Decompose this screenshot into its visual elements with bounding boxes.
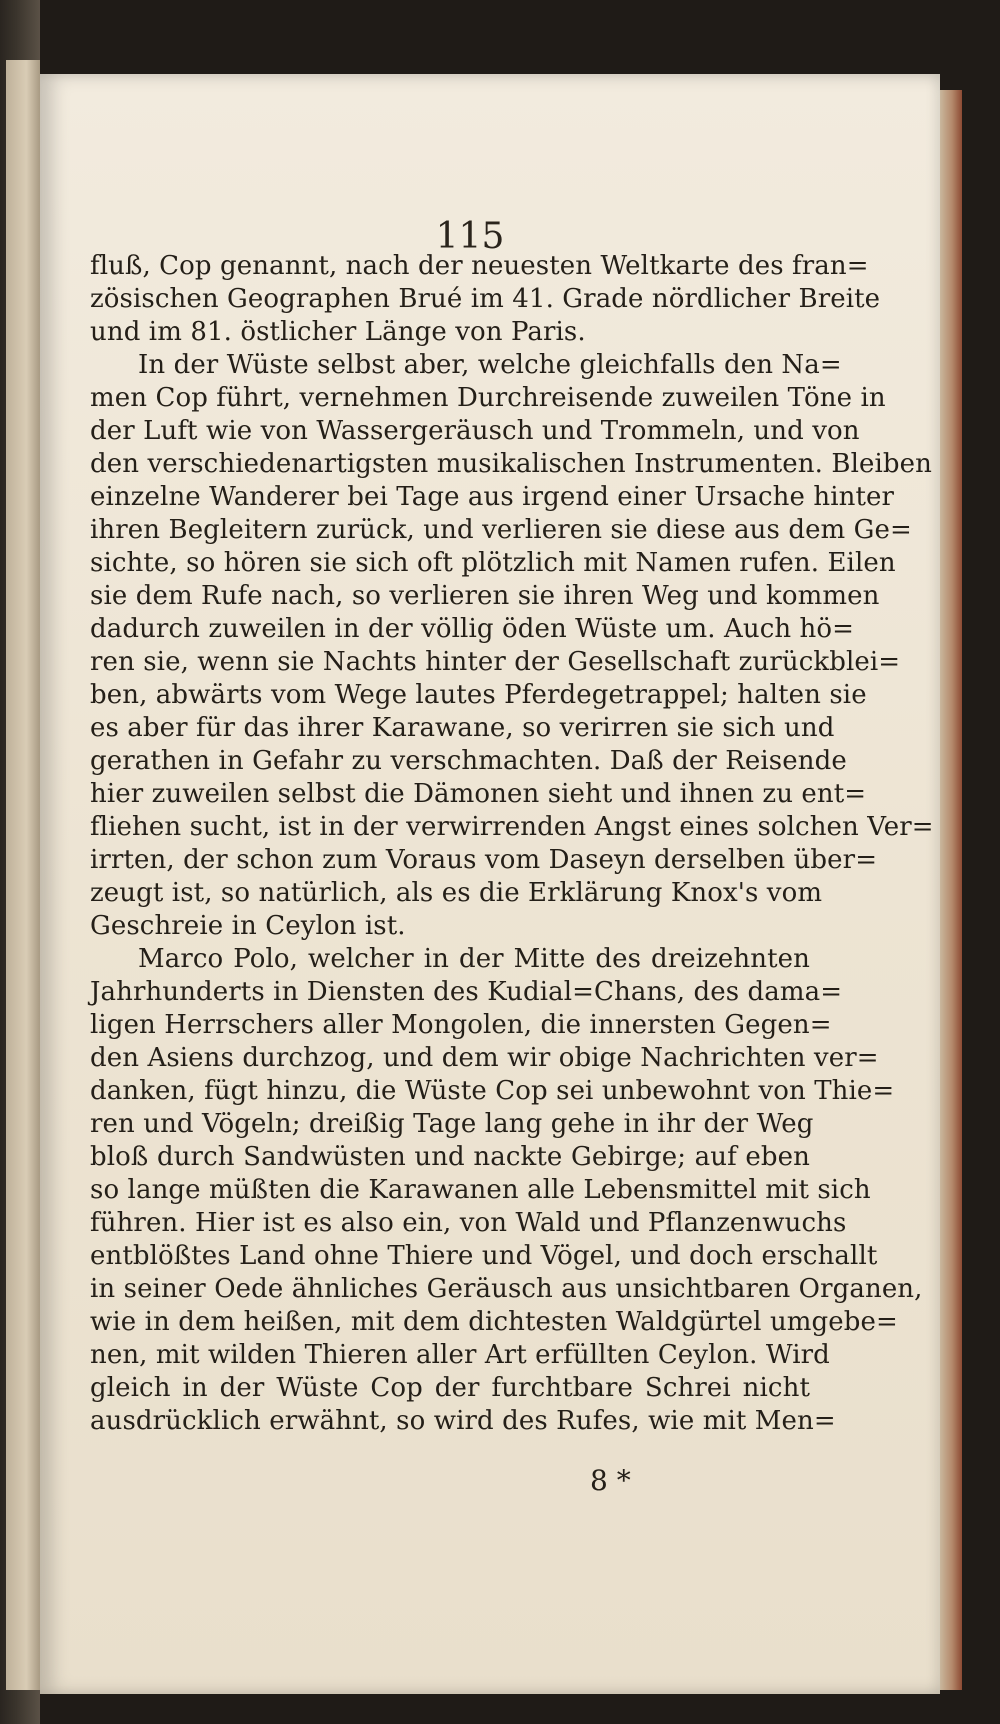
text-line: den verschiedenartigsten musikalischen Instrumenten. Bleiben xyxy=(90,449,932,479)
left-page-edge xyxy=(6,60,40,1690)
text-line: sie dem Rufe nach, so verlieren sie ihren Weg und kommen xyxy=(90,581,880,611)
text-line: einzelne Wanderer bei Tage aus irgend einer Ursache hinter xyxy=(90,482,895,512)
text-line: der Luft wie von Wassergeräusch und Trommeln, und von xyxy=(90,416,860,446)
book-page xyxy=(40,74,940,1694)
text-line: hier zuweilen selbst die Dämonen sieht und ihnen zu ent= xyxy=(90,779,867,809)
text-line: dadurch zuweilen in der völlig öden Wüste um. Auch hö= xyxy=(90,614,855,644)
text-line: ren und Vögeln; dreißig Tage lang gehe in ihr der Weg xyxy=(90,1109,814,1139)
text-line: ren sie, wenn sie Nachts hinter der Gesellschaft zurückblei= xyxy=(90,647,901,677)
text-line: In der Wüste selbst aber, welche gleichfalls den Na= xyxy=(138,350,842,380)
text-line: fliehen sucht, ist in der verwirrenden Angst eines solchen Ver= xyxy=(90,812,934,842)
text-line: führen. Hier ist es also ein, von Wald und Pflanzenwuchs xyxy=(90,1208,847,1238)
text-line: bloß durch Sandwüsten und nackte Gebirge; auf eben xyxy=(90,1142,810,1172)
text-line: fluß, Cop genannt, nach der neuesten Weltkarte des fran= xyxy=(90,251,869,281)
text-line: nen, mit wilden Thieren aller Art erfüllten Ceylon. Wird xyxy=(90,1340,830,1370)
text-line: danken, fügt hinzu, die Wüste Cop sei unbewohnt von Thie= xyxy=(90,1076,895,1106)
text-line: in seiner Oede ähnliches Geräusch aus unsichtbaren Organen, xyxy=(90,1274,923,1304)
text-line: zeugt ist, so natürlich, als es die Erklärung Knox's vom xyxy=(90,878,823,908)
text-line: gleich in der Wüste Cop der furchtbare Schrei nicht xyxy=(90,1373,810,1403)
text-line: irrten, der schon zum Voraus vom Daseyn derselben über= xyxy=(90,845,878,875)
text-line: Geschreie in Ceylon ist. xyxy=(90,911,406,941)
text-line: ligen Herrschers aller Mongolen, die innersten Gegen= xyxy=(90,1010,832,1040)
right-page-edge xyxy=(940,90,962,1690)
text-line: den Asiens durchzog, und dem wir obige Nachrichten ver= xyxy=(90,1043,879,1073)
page-text xyxy=(90,250,934,1438)
signature-mark: 8 * xyxy=(590,1464,631,1497)
text-line: und im 81. östlicher Länge von Paris. xyxy=(90,317,586,347)
text-line: men Cop führt, vernehmen Durchreisende zuweilen Töne in xyxy=(90,383,886,413)
text-line: sichte, so hören sie sich oft plötzlich mit Namen rufen. Eilen xyxy=(90,548,896,578)
text-line: so lange müßten die Karawanen alle Lebensmittel mit sich xyxy=(90,1175,871,1205)
page-number: 115 xyxy=(435,216,505,257)
text-line: gerathen in Gefahr zu verschmachten. Daß der Reisende xyxy=(90,746,847,776)
text-line: zösischen Geographen Brué im 41. Grade nördlicher Breite xyxy=(90,284,881,314)
text-line: Jahrhunderts in Diensten des Kudial=Chans, des dama= xyxy=(90,977,843,1007)
text-line: ben, abwärts vom Wege lautes Pferdegetrappel; halten sie xyxy=(90,680,867,710)
text-line: ihren Begleitern zurück, und verlieren sie diese aus dem Ge= xyxy=(90,515,912,545)
text-line: es aber für das ihrer Karawane, so verirren sie sich und xyxy=(90,713,835,743)
text-line: Marco Polo, welcher in der Mitte des dreizehnten xyxy=(138,944,810,974)
text-line: ausdrücklich erwähnt, so wird des Rufes, wie mit Men= xyxy=(90,1406,836,1436)
text-line: wie in dem heißen, mit dem dichtesten Waldgürtel umgebe= xyxy=(90,1307,898,1337)
text-line: entblößtes Land ohne Thiere und Vögel, und doch erschallt xyxy=(90,1241,878,1271)
